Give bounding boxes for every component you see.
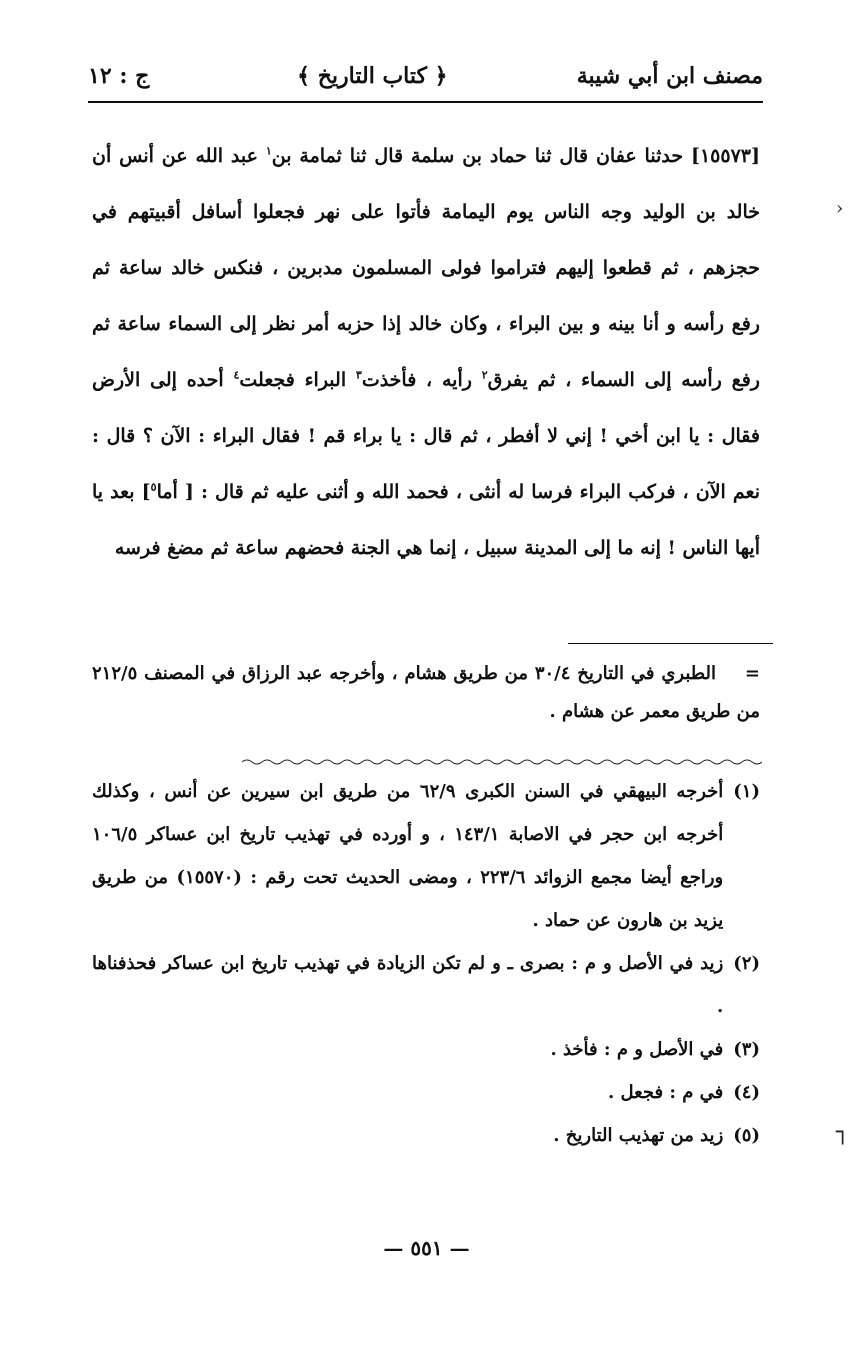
footnote-number: (٢)	[733, 953, 760, 974]
text-line-8b: ] بعد يا أيها	[92, 481, 760, 559]
text-line-8: فركب البراء فرسا له أنثى ، فحمد الله و أثنى عليه ثم قال : [ أما	[156, 481, 676, 503]
footnote-marker-2: ٢	[481, 368, 488, 382]
footnote-marker-3: ٣	[355, 368, 362, 382]
volume-number: ج : ١٢	[88, 63, 150, 89]
book-title: مصنف ابن أبي شيبة	[576, 63, 763, 89]
footnote	[92, 1071, 760, 1114]
footnote-text: زيد في الأصل و م : بصرى ـ و لم تكن الزيادة في تهذيب تاريخ ابن عساكر فحذفناها .	[92, 953, 724, 1017]
text-line-7: لا أفطر ، ثم قال : يا براء قم ! فقال البراء : الآن ؟ قال : نعم الآن ،	[92, 425, 760, 503]
footnote	[92, 942, 760, 1028]
text-line-4: مدبرين ، فنكس خالد ساعة ثم رفع رأسه و أنا بينه و بين البراء ، وكان خالد	[92, 257, 760, 335]
continuation-marker: =	[744, 663, 760, 684]
text-line-6b: البراء فجعلت	[239, 369, 347, 391]
footnote-number: (١)	[733, 781, 760, 802]
footnote-number: (٥)	[733, 1125, 760, 1146]
hadith-text	[92, 128, 760, 576]
text-line-9: الناس ! إنه ما إلى المدينة سبيل ، إنما هي الجنة فحضهم ساعة ثم مضغ فرسه	[114, 537, 729, 559]
text-line-6: رأيه ، فأخذت	[361, 369, 472, 391]
footnote-text: أخرجه البيهقي في السنن الكبرى ٦٢/٩ من طريق ابن سيرين عن أنس ، وكذلك أخرجه ابن حجر في الاصابة ١٤٣/١ ، و أورده في تهذيب تاريخ ابن عساكر ١٠٦/٥ وراجع أيضا مجمع الزوائد ٢٢٣/٦ ، ومضى الحديث تحت رقم : (١٥٥٧٠) من طريق يزيد بن هارون عن حماد .	[92, 781, 724, 931]
text-line-2: عبد الله عن أنس أن خالد بن الوليد وجه الناس يوم اليمامة فأتوا على نهر	[92, 145, 760, 223]
text-line-1: حدثنا عفان قال ثنا حماد بن سلمة قال ثنا ثمامة بن	[271, 145, 684, 167]
header-rule	[88, 101, 763, 103]
page-number: — ٥٥١ —	[383, 1236, 470, 1260]
footnote	[92, 1114, 760, 1157]
footnote-marker-5: ٥	[150, 480, 157, 494]
section-title: ﴿ كتاب التاريخ ﴾	[297, 63, 448, 89]
footnotes	[92, 770, 760, 1157]
footnote-marker-1: ١	[265, 144, 272, 158]
footnote-number: (٤)	[733, 1082, 760, 1103]
footnote-marker-4: ٤	[233, 368, 240, 382]
footnote-text: في الأصل و م : فأخذ .	[550, 1039, 724, 1060]
footnote-text: في م : فجعل .	[607, 1082, 724, 1103]
footnote	[92, 1028, 760, 1071]
continued-note	[92, 655, 760, 731]
hadith-number: [١٥٥٧٣]	[690, 145, 760, 167]
footnote-separator	[568, 643, 773, 644]
footnote-text: زيد من تهذيب التاريخ .	[553, 1125, 724, 1146]
scan-edge-mark: ›	[836, 198, 844, 219]
footnote	[92, 770, 760, 942]
scan-edge-mark: ┐	[836, 1120, 850, 1145]
running-header	[88, 52, 763, 100]
text-line-5: إذا حزبه أمر نظر إلى السماء ساعة ثم رفع رأسه إلى السماء ، ثم يفرق	[92, 313, 760, 391]
wavy-divider	[242, 758, 762, 766]
continued-note-text: الطبري في التاريخ ٣٠/٤ من طريق هشام ، وأخرجه عبد الرزاق في المصنف ٢١٢/٥ من طريق معمر عن هشام .	[92, 663, 760, 722]
text-line-3: فجعلوا أسافل أقبيتهم في حجزهم ، ثم قطعوا إليهم فتراموا فولى المسلمون	[92, 201, 761, 279]
footnote-number: (٣)	[733, 1039, 760, 1060]
text-line-6c: أحده إلى الأرض فقال : يا ابن أخي ! إني	[92, 369, 760, 447]
